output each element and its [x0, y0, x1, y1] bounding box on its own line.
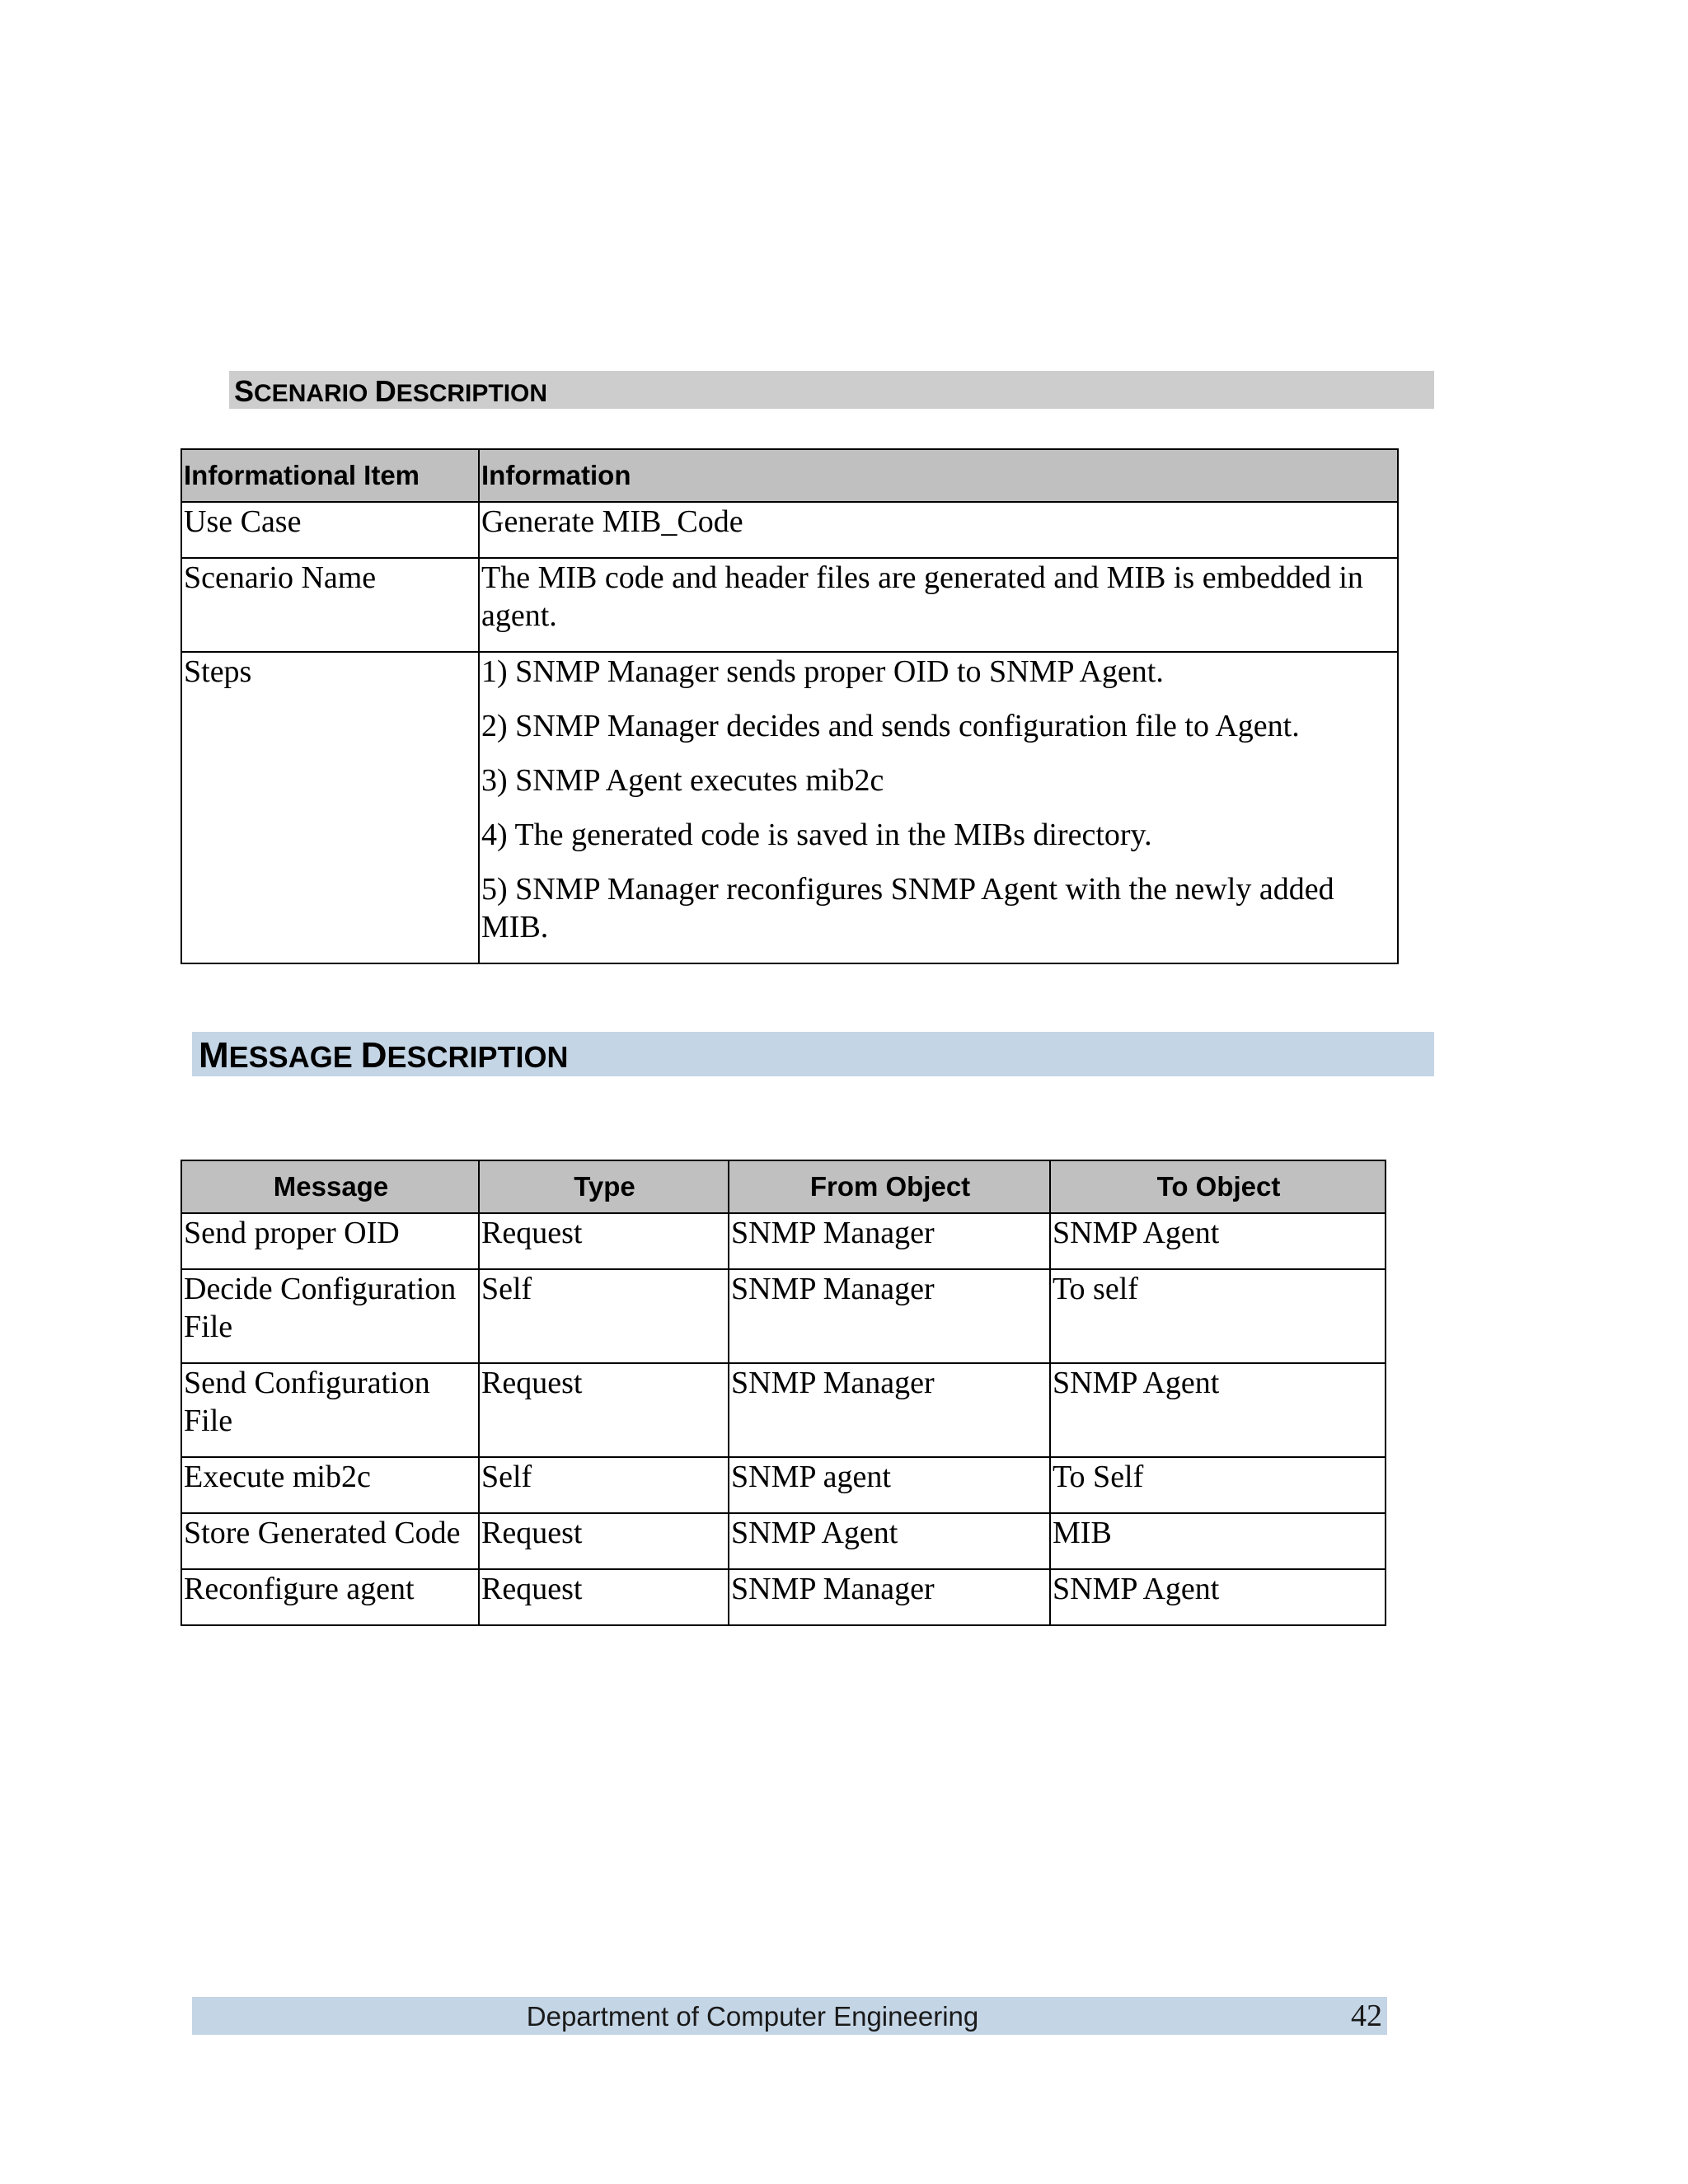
table-cell: To Self: [1050, 1457, 1386, 1513]
table-cell: To self: [1050, 1269, 1386, 1363]
table-cell: Send proper OID: [181, 1213, 479, 1269]
table-cell: Scenario Name: [181, 558, 479, 652]
table-cell: Use Case: [181, 502, 479, 558]
heading-initial: D: [360, 1035, 387, 1076]
heading-rest: ESCRIPTION: [387, 1040, 569, 1074]
table-row: [181, 652, 1398, 963]
table-row: [181, 1513, 1386, 1569]
table-row: [181, 558, 1398, 652]
table-cell: SNMP Agent: [1050, 1213, 1386, 1269]
column-header: To Object: [1050, 1160, 1386, 1213]
column-header: Informational Item: [181, 449, 479, 502]
table-cell: SNMP Agent: [729, 1513, 1050, 1569]
step-item: 2) SNMP Manager decides and sends configuration file to Agent.: [481, 709, 1300, 743]
table-cell: SNMP Agent: [1050, 1569, 1386, 1625]
table-row: [181, 502, 1398, 558]
step-item: 1) SNMP Manager sends proper OID to SNMP Agent.: [481, 654, 1164, 689]
table-row: [181, 1457, 1386, 1513]
table-cell: Decide Configuration File: [181, 1269, 479, 1363]
heading-rest: ESCRIPTION: [396, 380, 548, 407]
table-cell: Generate MIB_Code: [479, 502, 1398, 558]
table-cell: SNMP Manager: [729, 1269, 1050, 1363]
table-cell: SNMP Manager: [729, 1213, 1050, 1269]
heading-rest: CENARIO: [254, 380, 375, 407]
page-number: 42: [1351, 1999, 1382, 2033]
table-row: [181, 1269, 1386, 1363]
table-row: [181, 1213, 1386, 1269]
heading-initial: M: [199, 1035, 229, 1076]
table-cell: Store Generated Code: [181, 1513, 479, 1569]
table-cell: The MIB code and header files are generated and MIB is embedded in agent.: [479, 558, 1398, 652]
step-item: 4) The generated code is saved in the MIBs directory.: [481, 818, 1152, 852]
footer-department: Department of Computer Engineering: [526, 2001, 979, 2032]
table-cell: MIB: [1050, 1513, 1386, 1569]
column-header: Type: [479, 1160, 729, 1213]
table-cell: Steps: [181, 652, 479, 963]
table-header-row: [181, 1160, 1386, 1213]
steps-cell: [479, 652, 1398, 963]
table-cell: Request: [479, 1213, 729, 1269]
table-cell: Send Configuration File: [181, 1363, 479, 1457]
table-cell: Execute mib2c: [181, 1457, 479, 1513]
scenario-description-heading: [229, 371, 1434, 409]
message-description-heading: [192, 1032, 1434, 1076]
table-row: [181, 1363, 1386, 1457]
message-table: [181, 1160, 1386, 1626]
heading-initial: D: [374, 374, 396, 408]
column-header: Message: [181, 1160, 479, 1213]
table-cell: Self: [479, 1457, 729, 1513]
table-cell: Request: [479, 1569, 729, 1625]
table-cell: Request: [479, 1513, 729, 1569]
table-cell: Request: [479, 1363, 729, 1457]
table-cell: SNMP agent: [729, 1457, 1050, 1513]
step-item: 5) SNMP Manager reconfigures SNMP Agent with the newly added MIB.: [481, 872, 1334, 944]
table-header-row: [181, 449, 1398, 502]
column-header: From Object: [729, 1160, 1050, 1213]
page-footer: [192, 1997, 1387, 2035]
table-row: [181, 1569, 1386, 1625]
table-cell: SNMP Manager: [729, 1569, 1050, 1625]
table-cell: Self: [479, 1269, 729, 1363]
table-cell: Reconfigure agent: [181, 1569, 479, 1625]
heading-initial: S: [234, 374, 255, 408]
step-item: 3) SNMP Agent executes mib2c: [481, 763, 884, 798]
table-cell: SNMP Manager: [729, 1363, 1050, 1457]
heading-rest: ESSAGE: [228, 1040, 361, 1074]
table-cell: SNMP Agent: [1050, 1363, 1386, 1457]
column-header: Information: [479, 449, 1398, 502]
scenario-table: [181, 448, 1399, 964]
